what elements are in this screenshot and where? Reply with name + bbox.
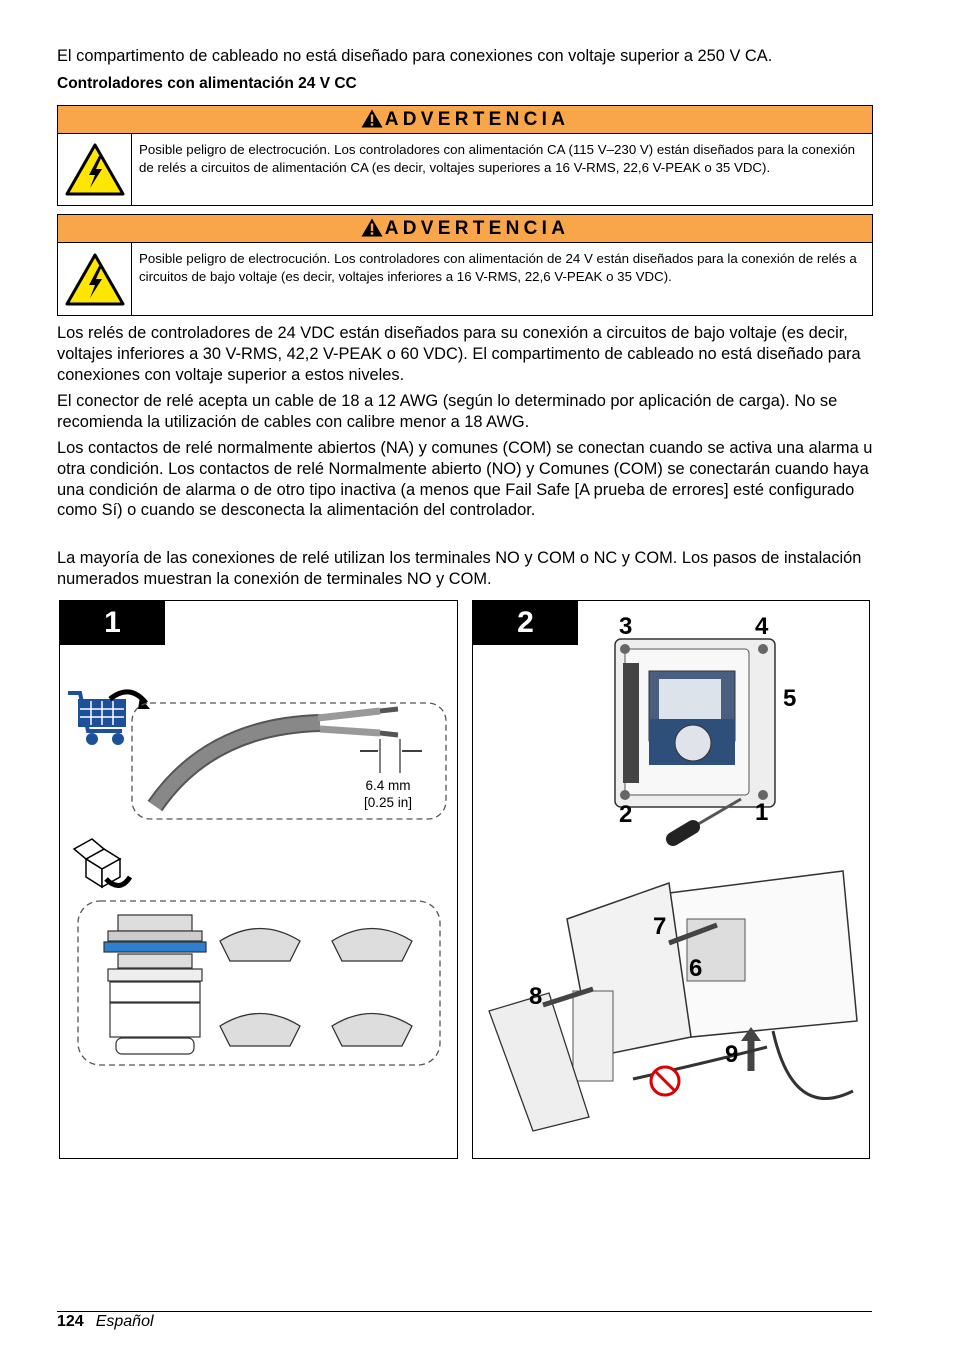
shopping-cart-icon	[68, 693, 124, 743]
electrical-hazard-icon	[58, 243, 132, 316]
strip-length-label	[364, 777, 412, 811]
strip-length-mm: 6.4 mm	[365, 778, 411, 793]
figure-number: 1	[60, 601, 165, 645]
callout-8: 8	[529, 983, 543, 1010]
warning-triangle-icon	[361, 109, 383, 128]
callout-2: 2	[619, 801, 633, 828]
warning-triangle-icon	[361, 218, 383, 237]
warning-title: ADVERTENCIA	[384, 218, 570, 239]
warning-title: ADVERTENCIA	[384, 109, 570, 130]
intro-text: El compartimento de cableado no está diseñado para conexiones con voltaje superior a 250 V CA.	[57, 47, 773, 65]
callout-9: 9	[725, 1041, 739, 1068]
electrical-hazard-icon	[58, 134, 132, 206]
callout-7: 7	[653, 913, 667, 940]
callout-5: 5	[783, 685, 797, 712]
paragraph-24vdc: Los relés de controladores de 24 VDC están diseñados para su conexión a circuitos de bajo voltaje (es decir, voltajes inferiores a 30 V-RMS, 42,2 V-PEAK o 60 VDC). El compartimento de cableado no está diseñado para conexiones con voltaje superior a estos niveles.	[57, 324, 861, 384]
page-number: 124	[57, 1313, 84, 1330]
strip-length-in: [0.25 in]	[364, 795, 413, 810]
warning-text: Posible peligro de electrocución. Los controladores con alimentación CA (115 V–230 V) están diseñados para la conexión de relés a circuitos de alimentación CA (es decir, voltajes superiores a 16 V-RMS, 22,6 V-PEAK o 35 VDC).	[139, 142, 856, 175]
controller-opening-illustration	[473, 601, 869, 1158]
callout-3: 3	[619, 613, 633, 640]
callout-1: 1	[755, 799, 769, 826]
wire-prep-illustration	[60, 601, 457, 1158]
callout-4: 4	[755, 613, 769, 640]
warning-header	[58, 106, 872, 134]
footer-divider	[57, 1311, 872, 1312]
warning-header	[58, 215, 872, 243]
warning-box-1	[57, 105, 873, 206]
warning-box-2	[57, 214, 873, 316]
callout-6: 6	[689, 955, 703, 982]
section-heading: Controladores con alimentación 24 V CC	[57, 75, 357, 92]
paragraph-contacts: Los contactos de relé normalmente abiertos (NA) y comunes (COM) se conectan cuando se activa una alarma u otra condición. Los contactos de relé Normalmente abierto (NO) y Comunes (COM) se conectarán cuando haya una condición de alarma o de otro tipo inactiva (a menos que Fail Safe [A prueba de errores] esté configurado como Sí) o cuando se desconecta la alimentación del controlador.	[57, 439, 873, 520]
footer-language: Español	[95, 1313, 154, 1330]
figure-step-1	[59, 600, 458, 1159]
warning-text: Posible peligro de electrocución. Los controladores con alimentación de 24 V están diseñados para la conexión de relés a circuitos de bajo voltaje (es decir, voltajes inferiores a 16 V-RMS, 22,6 V-PEAK o 35 VDC).	[139, 251, 857, 284]
figure-number: 2	[473, 601, 578, 645]
page-footer	[57, 1312, 154, 1332]
box-icon	[74, 839, 120, 887]
paragraph-terminals: La mayoría de las conexiones de relé utilizan los terminales NO y COM o NC y COM. Los pasos de instalación numerados muestran la conexión de terminales NO y COM.	[57, 549, 862, 588]
figure-step-2	[472, 600, 870, 1159]
paragraph-awg: El conector de relé acepta un cable de 18 a 12 AWG (según lo determinado por aplicación de carga). No se recomienda la utilización de cables con calibre menor a 18 AWG.	[57, 392, 838, 431]
